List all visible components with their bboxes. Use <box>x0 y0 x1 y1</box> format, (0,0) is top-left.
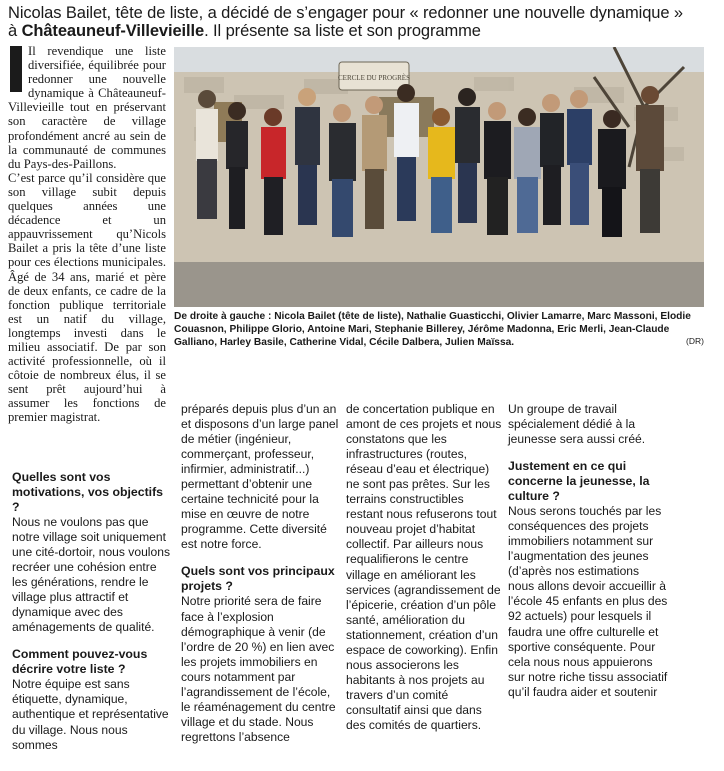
interview-column-1 <box>12 470 172 753</box>
intro-paragraph-2: C’est parce qu’il considère que son village subit depuis quelques années une décadence et un appauvrissement qu’Nicols Bailet a pris la tête d’une liste pour ces élections municipales. Âgé de 34 ans, marié et père de deux enfants, ce cadre de la fonction publique territoriale est un natif du village, longtemps investi dans le milieu associatif. De par son activité professionnelle, où il côtoie de nombreux élus, il se sent prêt aujourd’hui à assumer les fonctions de premier magistrat. <box>8 170 166 425</box>
drop-cap-bar <box>10 46 22 92</box>
answer-liste-part1: Notre équipe est sans étiquette, dynamique, authentique et représentative du village. Nous nous sommes <box>12 677 169 752</box>
photo-caption <box>174 310 704 349</box>
photo-credit: (DR) <box>686 336 704 346</box>
answer-liste-part2: préparés depuis plus d’un an et disposons d’un large panel de métier (ingénieur, commerçant, professeur, infirmier, administratif...) permettant d’obtenir une certaine technicité pour la mise en œuvre de notre programme. Cette diversité est notre force. <box>181 402 339 552</box>
headline-line-1: Nicolas Bailet, tête de liste, a décidé de s’engager pour « redonner une nouvelle dynamique » <box>8 4 683 22</box>
intro-column <box>8 44 166 425</box>
group-photo <box>174 47 704 307</box>
answer-projets-part1: Notre priorité sera de faire face à l’explosion démographique à venir (de l’ordre de 20 %) en lien avec les projets immobiliers en cours notamment par l’agrandissement de l’école, le réaménagement du centre village et du stade. Nous regrettons l’absence <box>181 594 336 744</box>
answer-motivations: Nous ne voulons pas que notre village soit uniquement une cité-dortoir, nous voulons recréer une cohésion entre les générations, rendre le village plus attractif et dynamique avec des aménagements de qualité. <box>12 515 170 635</box>
question-projets: Quels sont vos principaux projets ? <box>181 564 335 594</box>
photo-caption-text: De droite à gauche : Nicola Bailet (tête de liste), Nathalie Guasticchi, Olivier Lamarre, Marc Massoni, Elodie Couasnon, Philippe Glorio, Antoine Mari, Stephanie Billerey, Jérôme Madonna, Eric Merli, Jean-Claude Galliano, Harley Basile, Catherine Vidal, Cécile Dalbera, Julien Maïssa. <box>174 311 691 348</box>
article-headline <box>8 4 722 40</box>
answer-projets-part2: de concertation publique en amont de ces projets et nous constatons que les infrastructures (routes, réseau d’eau et électrique) ne sont pas prêtes. Sur les terrains constructibles restant nous refuserons tout nouveau projet d’habitat collectif. Par ailleurs nous requalifierons le centre village en améliorant les services (agrandissement de l’épicerie, création d’un pôle santé, amélioration du stationnement, création d’un espace de coworking). Enfin nous associerons les habitants à nos projets au travers d’un comité consultatif ainsi que dans des comités de quartiers. <box>346 402 502 732</box>
wall-sign-text: CERCLE DU PROGRÈS <box>338 74 410 82</box>
headline-town: Châteauneuf-Villevieille <box>21 22 205 40</box>
question-liste: Comment pouvez-vous décrire votre liste ? <box>12 647 148 677</box>
question-jeunesse: Justement en ce qui concerne la jeunesse, la culture ? <box>508 459 650 504</box>
answer-jeunesse: Nous serons touchés par les conséquences des projets immobiliers notamment sur l’augmentation des jeunes (d’après nos estimations nous allons devoir accueillir à l’école 45 enfants en plus des 92 actuels) pour lesquels il faudra une offre culturelle et sportive conséquente. Pour cela nous nous appuierons sur notre riche tissu associatif qu’il faudra aider et soutenir <box>508 504 668 699</box>
intro-paragraph-1: Il revendique une liste diversifiée, équilibrée pour redonner une nouvelle dynamique à Châteauneuf-Villevieille tout en préservant son caractère de village profondément ancré au sein de la communauté de communes du Pays-des-Paillons. <box>8 44 166 171</box>
headline-prefix: à <box>8 22 22 40</box>
interview-column-4 <box>508 402 668 700</box>
interview-column-2 <box>181 402 339 745</box>
question-motivations: Quelles sont vos motivations, vos objectifs ? <box>12 470 164 514</box>
answer-projets-part3: Un groupe de travail spécialement dédié à la jeunesse sera aussi créé. <box>508 402 646 447</box>
interview-column-3 <box>346 402 502 733</box>
group-photo-illustration <box>174 47 704 307</box>
headline-line-2 <box>8 22 722 40</box>
headline-suffix: . Il présente sa liste et son programme <box>204 22 481 40</box>
